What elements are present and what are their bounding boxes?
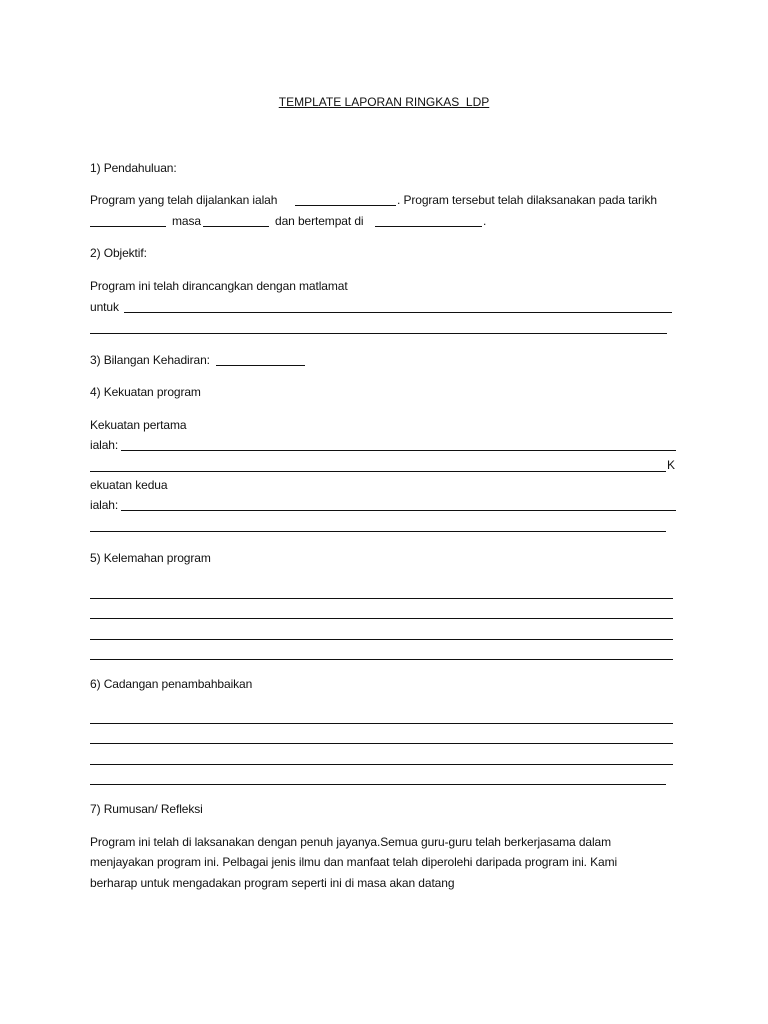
- kekuatan-second-blank-2: [90, 519, 666, 532]
- venue-blank: [375, 214, 482, 227]
- pendahuluan-text-1: Program yang telah dijalankan ialah: [90, 193, 278, 207]
- document-title: TEMPLATE LAPORAN RINGKAS LDP: [278, 95, 490, 109]
- section-heading-objektif: 2) Objektif:: [90, 246, 147, 260]
- kekuatan-second-blank-1: [121, 498, 676, 511]
- pendahuluan-text-2: . Program tersebut telah dilaksanakan pada tarikh: [397, 193, 657, 207]
- kekuatan-second-ialah: ialah:: [90, 498, 119, 512]
- kelemahan-blank-1: [90, 586, 673, 599]
- kekuatan-first-blank-2: [90, 459, 666, 472]
- pendahuluan-text-4: dan bertempat di: [275, 214, 364, 228]
- section-heading-pendahuluan: 1) Pendahuluan:: [90, 161, 177, 175]
- kelemahan-blank-4: [90, 647, 673, 660]
- section-heading-rumusan: 7) Rumusan/ Refleksi: [90, 802, 203, 816]
- time-blank: [203, 214, 269, 227]
- kekuatan-first-label: Kekuatan pertama: [90, 418, 187, 432]
- rumusan-paragraph-line-1: Program ini telah di laksanakan dengan penuh jayanya.Semua guru-guru telah berkerjasama dalam: [90, 835, 612, 849]
- section-heading-kehadiran: 3) Bilangan Kehadiran:: [90, 353, 210, 367]
- objektif-line-1: Program ini telah dirancangkan dengan matlamat: [90, 279, 348, 293]
- cadangan-blank-3: [90, 752, 673, 765]
- pendahuluan-text-5: .: [483, 214, 487, 228]
- objektif-line-2: untuk: [90, 300, 119, 314]
- program-name-blank: [295, 193, 396, 206]
- kelemahan-blank-2: [90, 606, 673, 619]
- cadangan-blank-2: [90, 731, 673, 744]
- objektif-blank-2: [90, 321, 667, 334]
- section-heading-cadangan: 6) Cadangan penambahbaikan: [90, 677, 253, 691]
- objektif-blank-1: [124, 300, 672, 313]
- cadangan-blank-4: [90, 772, 666, 785]
- kekuatan-second-label: ekuatan kedua: [90, 478, 168, 492]
- rumusan-paragraph-line-2: menjayakan program ini. Pelbagai jenis ilmu dan manfaat telah diperolehi daripada program ini. Kami: [90, 855, 618, 869]
- kekuatan-first-ialah: ialah:: [90, 438, 119, 452]
- kekuatan-first-blank-1: [121, 438, 676, 451]
- date-blank: [90, 214, 166, 227]
- kehadiran-blank: [216, 353, 305, 366]
- section-heading-kelemahan: 5) Kelemahan program: [90, 551, 211, 565]
- pendahuluan-text-3: masa: [172, 214, 201, 228]
- section-heading-kekuatan: 4) Kekuatan program: [90, 385, 201, 399]
- kelemahan-blank-3: [90, 627, 673, 640]
- cadangan-blank-1: [90, 711, 673, 724]
- kekuatan-trailing-k: K: [667, 458, 675, 472]
- rumusan-paragraph-line-3: berharap untuk mengadakan program seperti ini di masa akan datang: [90, 876, 455, 890]
